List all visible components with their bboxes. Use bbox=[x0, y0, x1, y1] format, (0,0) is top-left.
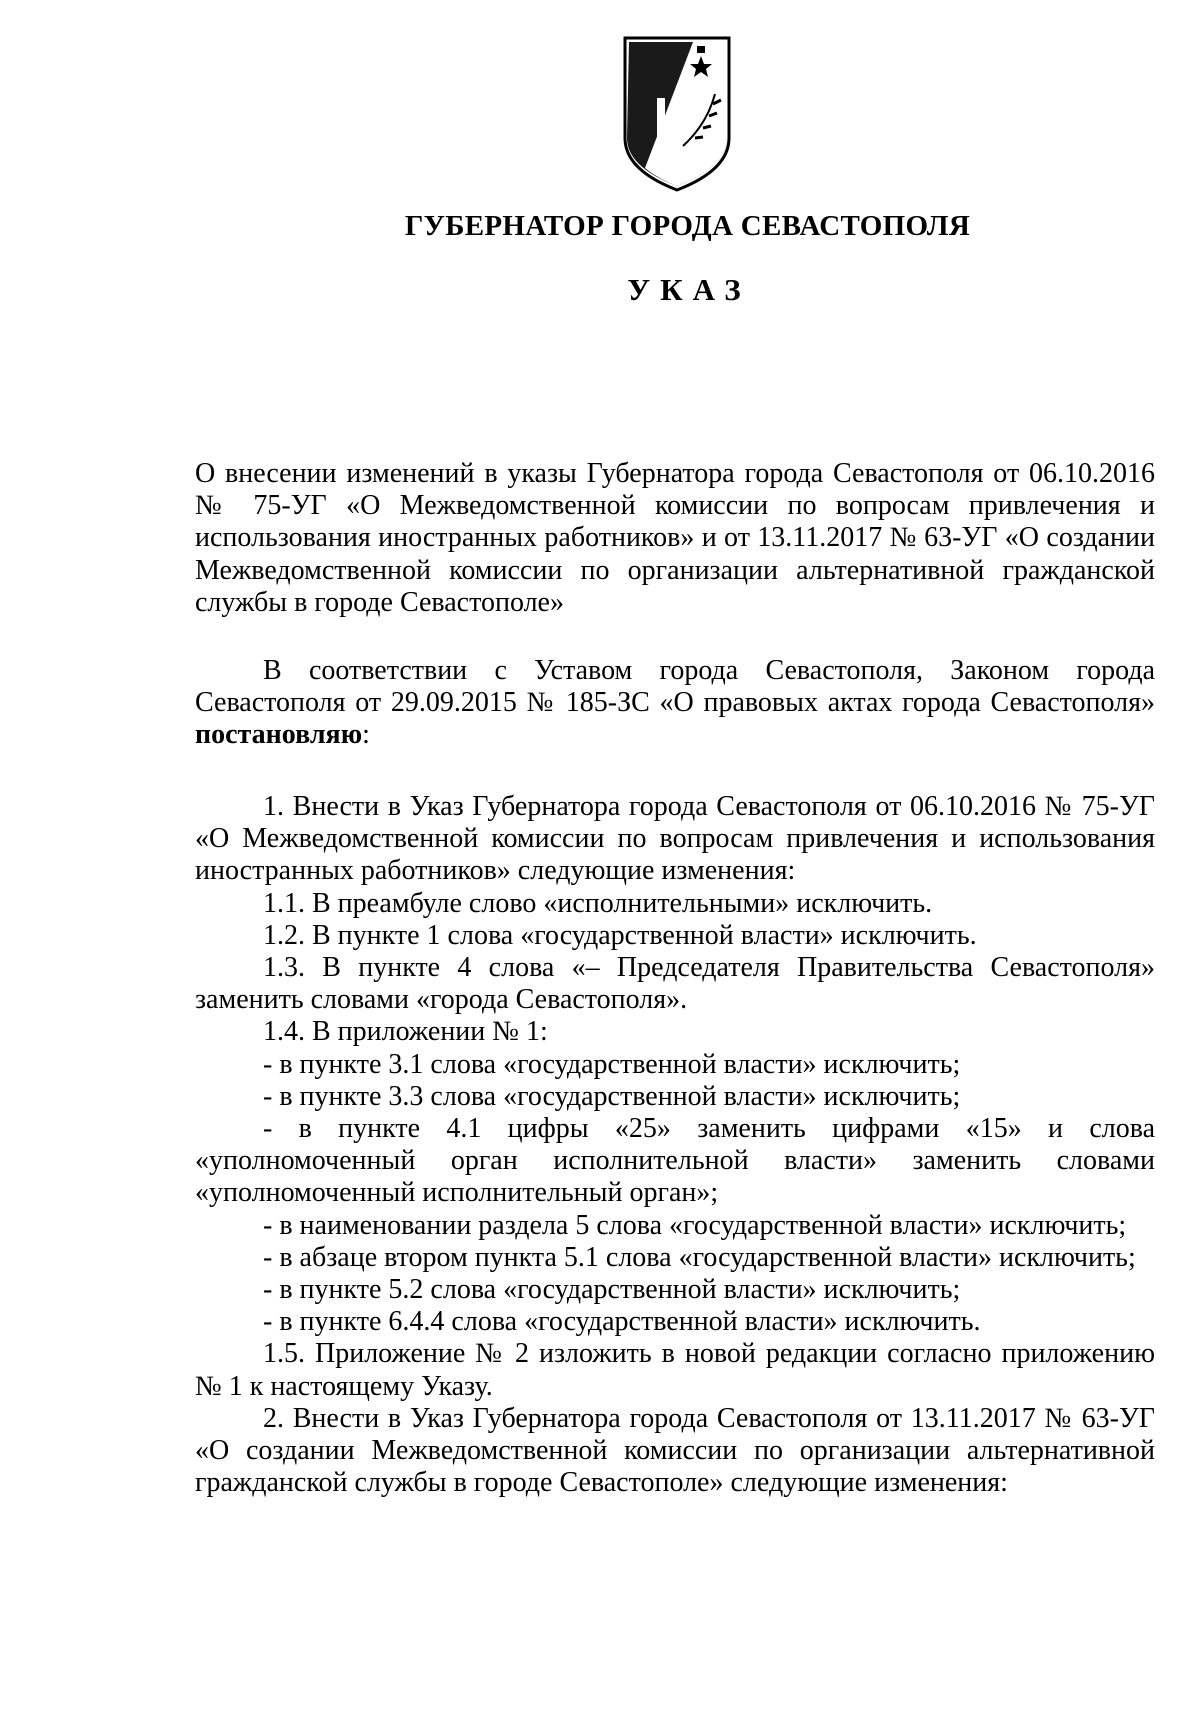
preamble-text: В соответствии с Уставом города Севастополя, Законом города Севастополя от 29.09.2015 № 185-ЗС «О правовых актах города Севастополя» bbox=[195, 655, 1155, 719]
list-item: 2. Внести в Указ Губернатора города Севастополя от 13.11.2017 № 63-УГ «О создании Межведомственной комиссии по организации альтернативной гражданской службы в городе Севастополе» следующие изменения: bbox=[195, 1402, 1155, 1499]
list-item: - в пункте 3.3 слова «государственной власти» исключить; bbox=[263, 1080, 961, 1112]
list-item: 1.1. В преамбуле слово «исполнительными» исключить. bbox=[263, 887, 933, 919]
list-item: - в пункте 3.1 слова «государственной власти» исключить; bbox=[263, 1048, 961, 1080]
list-item: - в наименовании раздела 5 слова «государственной власти» исключить; bbox=[263, 1209, 1127, 1241]
document-title bbox=[195, 458, 1155, 619]
list-item: 1.2. В пункте 1 слова «государственной власти» исключить. bbox=[263, 919, 977, 951]
document-type-heading: УКАЗ bbox=[627, 272, 751, 307]
list-item: - в пункте 4.1 цифры «25» заменить цифрами «15» и слова «уполномоченный орган исполнительной власти» заменить словами «уполномоченный исполнительный орган»; bbox=[195, 1113, 1155, 1209]
decree-items bbox=[195, 791, 1155, 1499]
preamble-tail: : bbox=[362, 719, 370, 751]
list-item: 1.3. В пункте 4 слова «– Председателя Правительства Севастополя» заменить словами «города Севастополя». bbox=[195, 952, 1155, 1016]
issuer-heading: ГУБЕРНАТОР ГОРОДА СЕВАСТОПОЛЯ bbox=[404, 210, 971, 242]
list-item: - в пункте 5.2 слова «государственной власти» исключить; bbox=[263, 1274, 961, 1306]
list-item: - в пункте 6.4.4 слова «государственной власти» исключить. bbox=[263, 1306, 981, 1338]
list-item: 1.5. Приложение № 2 изложить в новой редакции согласно приложению № 1 к настоящему Указу. bbox=[195, 1338, 1155, 1402]
list-item: 1.4. В приложении № 1: bbox=[263, 1016, 548, 1048]
document-title-text: О внесении изменений в указы Губернатора города Севастополя от 06.10.2016 № 75-УГ «О Межведомственной комиссии по вопросам привлечения и использования иностранных работников» и от 13.11.2017 № 63-УГ «О создании Межведомственной комиссии по организации альтернативной гражданской службы в городе Севастополе» bbox=[195, 458, 1155, 618]
list-item: 1. Внести в Указ Губернатора города Севастополя от 06.10.2016 № 75-УГ «О Межведомственной комиссии по вопросам привлечения и использования иностранных работников» следующие изменения: bbox=[195, 791, 1155, 887]
preamble-emphasis: постановляю bbox=[195, 719, 363, 751]
list-item: - в абзаце втором пункта 5.1 слова «государственной власти» исключить; bbox=[263, 1241, 1136, 1273]
preamble bbox=[195, 655, 1155, 752]
sevastopol-coat-of-arms-icon bbox=[623, 34, 731, 194]
